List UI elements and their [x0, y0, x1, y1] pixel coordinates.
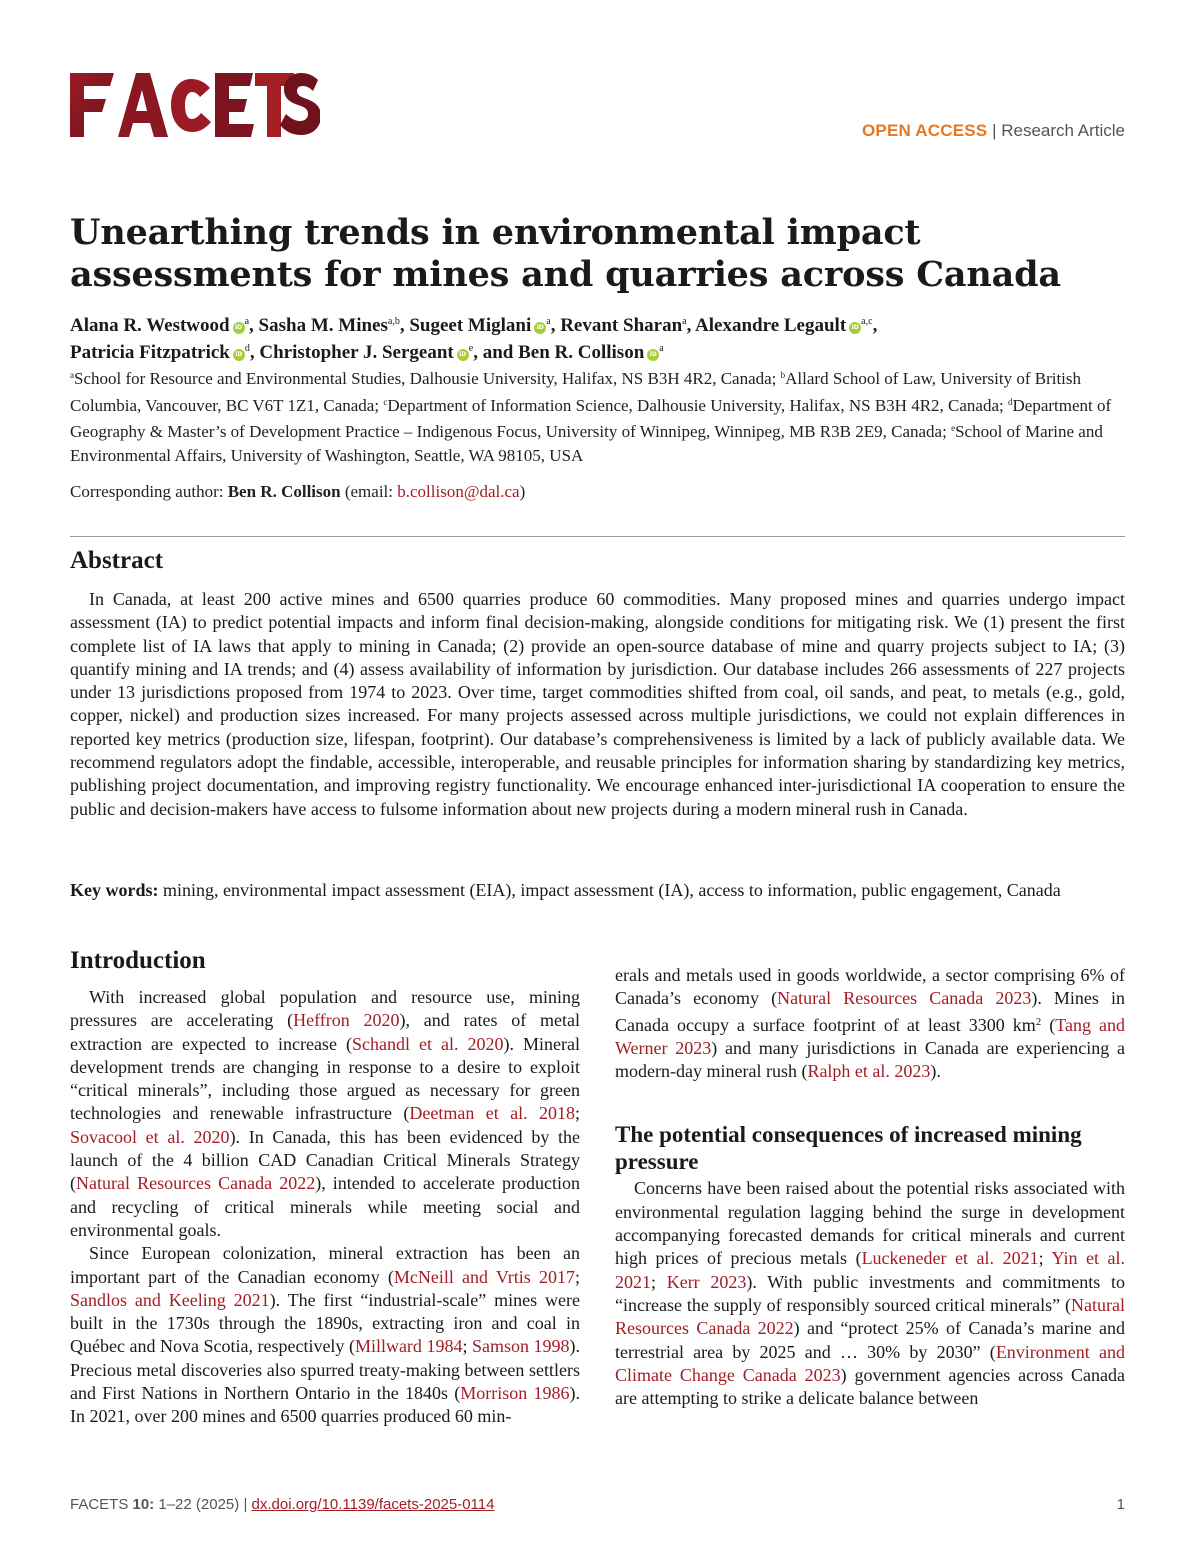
affiliation-text: Allard School of Law, University of British Columbia, Vancouver, BC V6T 1Z1, Canada; — [70, 369, 1082, 415]
author-separator: , — [686, 315, 696, 336]
keywords-label: Key words: — [70, 880, 159, 900]
paragraph-text: ) government agencies across Canada are attempting to strike a delicate balance between — [615, 1364, 1125, 1409]
paragraph-text: ). Mineral development trends are changing in response to a desire to exploit “critical minerals”, including those argued as necessary for green technologies and renewable infrastructure ( — [70, 1033, 580, 1124]
header-separator: | — [992, 121, 997, 140]
abstract-text: In Canada, at least 200 active mines and 6500 quarries produce 60 commodities. Many proposed mines and quarries undergo impact assessment (IA) to predict potential impacts and inform final decision-making, alongside conditions for mitigating risk. We (1) present the first complete list of IA laws that apply to mining in Canada; (2) provide an open-source database of mine and quarry projects subject to IA; (3) quantify mining and IA trends; and (4) assess availability of information by jurisdiction. Our database includes 266 assessments of 227 projects under 13 jurisdictions proposed from 1974 to 2023. Over time, target commodities shifted from coal, oil sands, and peat, to metals (e.g., gold, copper, nickel) and production sizes increased. For many projects assessed across multiple jurisdictions, we could not explain differences in reported key metrics (production size, lifespan, footprint). Our database’s comprehensiveness is limited by a lack of publicly available data. We recommend regulators adopt the findable, accessible, interoperable, and reusable principles for information sharing by standardizing key metrics, publishing project documentation, and improving registry functionality. We encourage enhanced inter-jurisdictional IA cooperation to ensure the public and decision-makers have access to fulsome information about new projects during a modern mineral rush in Canada. — [70, 589, 1125, 819]
citation-link[interactable]: Yin et al. 2021 — [615, 1248, 1125, 1292]
paragraph-text: erals and metals used in goods worldwide, a sector comprising 6% of Canada’s economy ( — [615, 965, 1125, 1009]
author-name: Revant Sharan — [560, 315, 683, 336]
keywords — [70, 879, 1125, 902]
corresponding-prefix: Corresponding author: — [70, 482, 228, 501]
citation-link[interactable]: Schandl et al. 2020 — [351, 1033, 504, 1054]
author-name: Alexandre Legault — [695, 315, 847, 336]
footer-volume: 10: — [132, 1496, 155, 1513]
article-type: Research Article — [1001, 121, 1125, 140]
facets-logo — [70, 70, 320, 140]
affiliations — [70, 364, 1130, 467]
orcid-icon[interactable]: iD — [233, 322, 245, 334]
author-affiliation-marker: a,c — [861, 316, 873, 327]
author-separator: , — [872, 315, 878, 336]
citation-link[interactable]: Deetman et al. 2018 — [409, 1103, 575, 1124]
paragraph-text: ; — [574, 1266, 580, 1287]
orcid-icon[interactable]: iD — [849, 322, 861, 334]
affiliation-marker: d — [1008, 396, 1013, 407]
author-name: Patricia Fitzpatrick — [70, 342, 230, 363]
paragraph-text: ), intended to accelerate production and recycling of critical minerals while meeting social and environmental goals. — [70, 1173, 580, 1240]
footer-citation — [70, 1496, 494, 1513]
author-name: Christopher J. Sergeant — [259, 342, 454, 363]
affiliation-text: Department of Information Science, Dalhousie University, Halifax, NS B3H 4R2, Canada; — [387, 395, 1008, 415]
citation-link[interactable]: Sovacool et al. 2020 — [70, 1126, 230, 1147]
paragraph-text: ; — [1038, 1248, 1052, 1269]
affiliation-text: School of Marine and Environmental Affairs, University of Washington, Seattle, WA 98105, USA — [70, 422, 1103, 465]
footer-separator: | — [243, 1496, 248, 1513]
affiliation-marker: e — [951, 423, 956, 433]
intro-paragraph-1 — [70, 986, 580, 1242]
article-type-label — [862, 121, 1125, 141]
orcid-icon[interactable]: iD — [233, 349, 245, 361]
orcid-icon[interactable]: iD — [647, 349, 659, 361]
paragraph-text: Concerns have been raised about the potential risks associated with environmental regulation lagging behind the surge in development accompanying forecasted demands for critical minerals and current high prices of precious metals ( — [615, 1178, 1125, 1269]
corresponding-author — [70, 481, 525, 503]
affiliation-text: School for Resource and Environmental Studies, Dalhousie University, Halifax, NS B3H 4R2, Canada; — [74, 369, 781, 388]
intro-paragraph-3 — [615, 964, 1125, 1083]
orcid-icon[interactable]: iD — [534, 322, 546, 334]
email-suffix: ) — [519, 482, 526, 501]
intro-paragraph-2 — [70, 1242, 580, 1428]
citation-link[interactable]: Samson 1998 — [471, 1336, 570, 1357]
citation-link[interactable]: Environment and Climate Change Canada 2023 — [615, 1341, 1125, 1385]
affiliation-marker: a — [70, 370, 74, 380]
author-separator: , — [249, 315, 259, 336]
affiliation-text: Department of Geography & Master’s of Development Practice – Indigenous Focus, University of Winnipeg, Winnipeg, MB R3B 2E9, Canada; — [70, 395, 1112, 441]
author-affiliation-marker: a — [659, 343, 664, 354]
paragraph-text: ). The first “industrial-scale” mines were built in the 1730s through the 1890s, extracting iron and coal in Québec and Nova Scotia, respectively ( — [70, 1289, 580, 1357]
consequences-paragraph-1 — [615, 1177, 1125, 1410]
doi-link[interactable]: dx.doi.org/10.1139/facets-2025-0114 — [251, 1496, 495, 1513]
corresponding-name: Ben R. Collison — [227, 482, 341, 501]
author-affiliation-marker: a — [244, 316, 250, 327]
paragraph-text: 2 — [1035, 1015, 1042, 1028]
section-divider — [70, 536, 1125, 537]
author-separator: , and — [473, 342, 519, 363]
affiliation-marker: b — [780, 370, 786, 380]
paragraph-text: ) and many jurisdictions in Canada are experiencing a modern-day mineral rush ( — [615, 1037, 1125, 1082]
paragraph-text: ). In 2021, over 200 mines and 6500 quarries produced 60 min- — [70, 1383, 581, 1427]
citation-link[interactable]: Natural Resources Canada 2022 — [615, 1294, 1125, 1339]
email-link[interactable]: b.collison@dal.ca — [397, 482, 520, 501]
citation-link[interactable]: Luckeneder et al. 2021 — [861, 1248, 1039, 1269]
citation-link[interactable]: Ralph et al. 2023 — [807, 1061, 931, 1082]
author-list — [70, 310, 1130, 364]
author-separator: , — [249, 342, 260, 363]
author-affiliation-marker: e — [468, 343, 474, 354]
citation-link[interactable]: Millward 1984 — [354, 1336, 463, 1357]
citation-link[interactable]: Heffron 2020 — [293, 1010, 400, 1031]
author-name: Ben R. Collison — [518, 342, 645, 363]
abstract-heading: Abstract — [70, 547, 164, 574]
author-affiliation-marker: a — [682, 316, 687, 327]
author-affiliation-marker: a — [546, 316, 551, 327]
paragraph-text: Since European colonization, mineral extraction has been an important part of the Canadian economy ( — [70, 1243, 580, 1287]
keywords-text: mining, environmental impact assessment (EIA), impact assessment (IA), access to information, public engagement, Canada — [158, 880, 1061, 900]
citation-link[interactable]: Natural Resources Canada 2022 — [76, 1173, 316, 1194]
page-number: 1 — [1116, 1496, 1125, 1513]
author-affiliation-marker: d — [244, 343, 250, 354]
citation-link[interactable]: McNeill and Vrtis 2017 — [393, 1266, 575, 1287]
introduction-heading: Introduction — [70, 947, 206, 974]
paragraph-text: ). Precious metal discoveries also spurred treaty-making between settlers and First Nations in Northern Ontario in the 1840s ( — [70, 1336, 580, 1404]
paragraph-text: ). With public investments and commitments to “increase the supply of responsibly sourced critical minerals” ( — [615, 1271, 1125, 1315]
author-separator: , — [399, 315, 410, 336]
paragraph-text: ; — [462, 1336, 472, 1357]
left-column — [70, 986, 580, 1429]
footer-journal: FACETS — [70, 1496, 133, 1513]
citation-link[interactable]: Morrison 1986 — [460, 1383, 570, 1404]
article-title: Unearthing trends in environmental impact assessments for mines and quarries across Canada — [70, 212, 1061, 295]
paragraph-text: ) and “protect 25% of Canada’s marine and terrestrial area by 2025 and … 30% by 2030” ( — [615, 1318, 1125, 1362]
facets-logo-mark — [70, 70, 320, 140]
paragraph-text: ), and rates of metal extraction are expected to increase ( — [70, 1010, 580, 1054]
paragraph-text: ( — [1041, 1014, 1056, 1035]
section-heading-consequences: The potential consequences of increased mining pressure — [615, 1122, 1082, 1175]
citation-link[interactable]: Natural Resources Canada 2023 — [777, 988, 1032, 1009]
paragraph-text: With increased global population and resource use, mining pressures are accelerating ( — [70, 987, 580, 1031]
author-affiliation-marker: a,b — [387, 316, 400, 327]
orcid-icon[interactable]: iD — [457, 349, 469, 361]
email-prefix: (email: — [340, 482, 398, 501]
paragraph-text: ). In Canada, this has been evidenced by the launch of the 4 billion CAD Canadian Critical Minerals Strategy ( — [70, 1126, 580, 1194]
citation-link[interactable]: Kerr 2023 — [666, 1271, 747, 1292]
paragraph-text: ). — [930, 1061, 941, 1082]
paragraph-text: ; — [574, 1103, 580, 1124]
footer-pages: 1–22 (2025) — [154, 1496, 244, 1513]
author-name: Sugeet Miglani — [409, 315, 532, 336]
affiliation-marker: c — [383, 396, 388, 407]
author-name: Alana R. Westwood — [70, 315, 230, 336]
paragraph-text: ). Mines in Canada occupy a surface footprint of at least 3300 km — [615, 988, 1125, 1035]
citation-link[interactable]: Tang and Werner 2023 — [615, 1014, 1126, 1058]
author-separator: , — [550, 315, 561, 336]
citation-link[interactable]: Sandlos and Keeling 2021 — [70, 1289, 270, 1310]
right-column — [615, 964, 1125, 1410]
open-access-badge: OPEN ACCESS — [862, 121, 988, 140]
author-name: Sasha M. Mines — [258, 315, 388, 336]
paragraph-text: ; — [651, 1271, 667, 1292]
